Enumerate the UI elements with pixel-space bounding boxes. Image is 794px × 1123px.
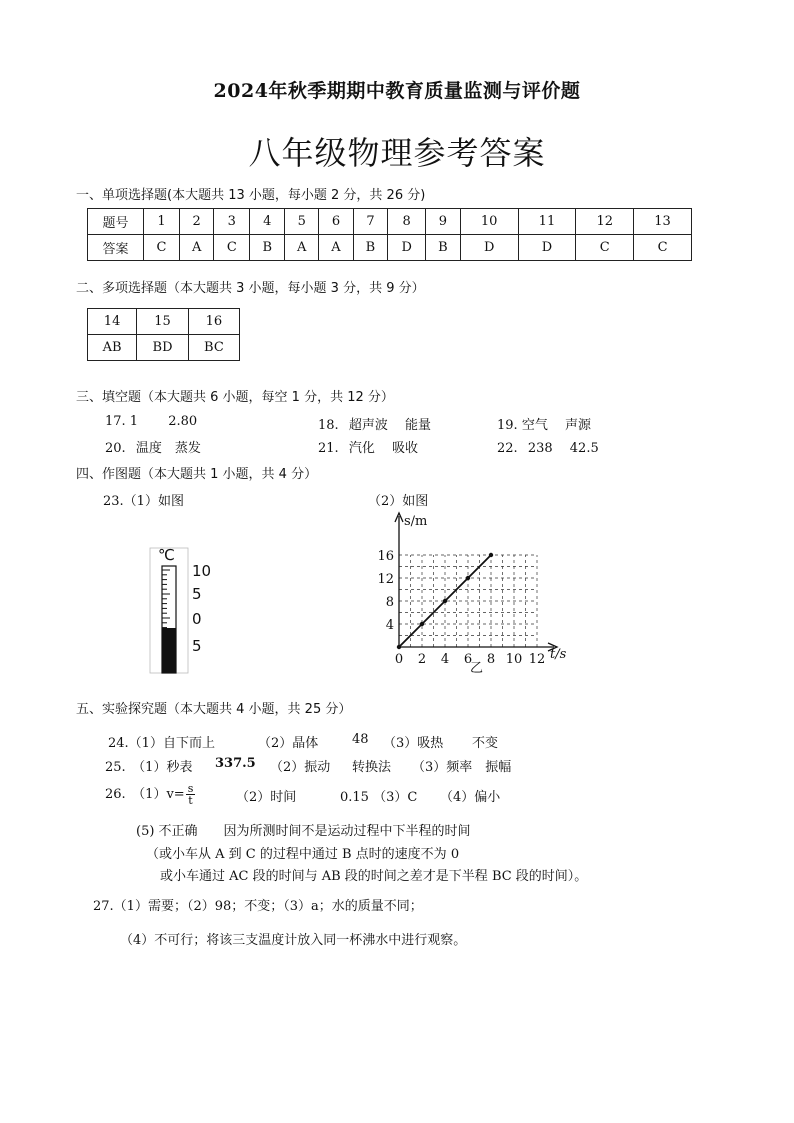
fraction-numerator: s [187, 782, 194, 795]
q26-part3: 0.15 （3）C [340, 790, 418, 805]
q26-part5-alt1: （或小车从 A 到 C 的过程中通过 B 点时的速度不为 0 [146, 847, 460, 862]
x-tick-label: 4 [440, 652, 450, 667]
answer-cell: A [180, 235, 214, 261]
item-number: 20. [105, 441, 126, 456]
answer-cell: B [353, 235, 388, 261]
answer-cell: C [634, 235, 692, 261]
answer-cell: B [250, 235, 285, 261]
section1-answer-row [88, 235, 692, 261]
q25-part2-value: 转换法 [352, 760, 392, 775]
q24-part2-value: 48 [352, 732, 369, 747]
item-answer: 空气 声源 [521, 418, 591, 433]
x-tick-label: 0 [394, 652, 404, 667]
x-tick-label: 2 [417, 652, 427, 667]
answer-cell: C [214, 235, 250, 261]
data-point [489, 553, 493, 557]
section5-heading: 五、实验探究题（本大题共 4 小题，共 25 分） [76, 702, 352, 717]
fraction-denominator: t [188, 794, 193, 807]
fill-item-20 [105, 437, 201, 456]
s-t-graph [372, 508, 582, 676]
q27-line1: 27.（1）需要；（2）98；不变；（3）a；水的质量不同； [93, 899, 423, 914]
q23-part2-label: （2）如图 [368, 494, 429, 509]
question-number: 16 [188, 309, 239, 335]
item-answer: 2.80 [168, 414, 198, 429]
data-point [466, 576, 470, 580]
scale-label: 10 [192, 562, 212, 580]
q27-line2: （4）不可行；将该三支温度计放入同一杯沸水中进行观察。 [120, 933, 467, 948]
section1-number-row [88, 209, 692, 235]
data-point [397, 645, 401, 649]
x-tick-label: 6 [463, 652, 473, 667]
answer-cell: AB [88, 335, 137, 361]
answer-cell: D [518, 235, 576, 261]
q24-part2: （2）晶体 [258, 736, 319, 751]
answer-cell: BC [188, 335, 239, 361]
item-answer: 超声波 能量 [348, 418, 431, 433]
item-number: 17. 1 [105, 414, 139, 429]
fill-item-19 [497, 414, 591, 433]
fill-item-17 [105, 414, 197, 429]
answer-cell: C [576, 235, 634, 261]
q26-part2: （2）时间 [236, 790, 297, 805]
y-axis-label: s/m [404, 514, 428, 529]
q26-part1 [105, 783, 195, 806]
question-number: 11 [518, 209, 576, 235]
fill-item-18 [318, 414, 431, 433]
question-number: 10 [460, 209, 518, 235]
row-label: 题号 [88, 209, 144, 235]
y-tick-label: 16 [377, 549, 394, 564]
question-number: 9 [426, 209, 461, 235]
grid [399, 555, 537, 647]
q26-part5-alt2: 或小车通过 AC 段的时间与 AB 段的时间之差才是下半程 BC 段的时间）。 [160, 869, 588, 884]
item-number: 18. [318, 418, 339, 433]
section2-number-row [88, 309, 240, 335]
question-number: 1 [144, 209, 180, 235]
item-number: 22. [497, 441, 518, 456]
q26-part4: （4）偏小 [440, 790, 501, 805]
question-number: 4 [250, 209, 285, 235]
section1-table [87, 208, 692, 261]
y-tick-label: 4 [385, 618, 394, 633]
question-number: 6 [319, 209, 353, 235]
q26-fraction [186, 783, 196, 806]
section2-table [87, 308, 240, 361]
scale-label: 5 [192, 585, 202, 603]
exam-title: 2024年秋季期期中教育质量监测与评价题 [213, 80, 581, 102]
q24-part3: （3）吸热 [383, 736, 444, 751]
question-number: 5 [285, 209, 319, 235]
question-number: 14 [88, 309, 137, 335]
item-answer: 汽化 吸收 [348, 441, 418, 456]
x-tick-label: 8 [486, 652, 496, 667]
answer-cell: D [388, 235, 426, 261]
item-answer: 238 42.5 [527, 441, 599, 456]
section3-heading: 三、填空题（本大题共 6 小题，每空 1 分，共 12 分） [76, 390, 394, 405]
data-point [443, 599, 447, 603]
fill-item-21 [318, 437, 418, 456]
q26-formula-prefix: 26. （1）v= [105, 787, 185, 802]
x-axis-label: t/s [550, 647, 567, 662]
section2-heading: 二、多项选择题（本大题共 3 小题，每小题 3 分，共 9 分） [76, 281, 425, 296]
item-number: 19. [497, 418, 518, 433]
question-number: 2 [180, 209, 214, 235]
answer-cell: B [426, 235, 461, 261]
question-number: 7 [353, 209, 388, 235]
question-number: 13 [634, 209, 692, 235]
axes [395, 513, 557, 651]
row-label: 答案 [88, 235, 144, 261]
q26-part5: (5) 不正确 因为所测时间不是运动过程中下半程的时间 [136, 824, 471, 839]
scale-label: 5 [192, 637, 202, 655]
answer-cell: A [285, 235, 319, 261]
answer-key-title: 八年级物理参考答案 [248, 134, 546, 172]
q24-part3-value: 不变 [472, 736, 499, 751]
graph-caption: 乙 [470, 661, 484, 676]
answer-cell: A [319, 235, 353, 261]
answer-cell: C [144, 235, 180, 261]
data-point [420, 622, 424, 626]
answer-cell: D [460, 235, 518, 261]
q25-part1-value: 337.5 [215, 756, 256, 771]
x-tick-label: 10 [505, 652, 523, 667]
section1-heading: 一、单项选择题(本大题共 13 小题，每小题 2 分，共 26 分) [76, 188, 426, 203]
q25-part3: （3）频率 振幅 [412, 760, 512, 775]
thermometer-figure [140, 540, 220, 675]
question-number: 12 [576, 209, 634, 235]
q24-part1: 24.（1）自下而上 [108, 736, 215, 751]
unit-label: ℃ [158, 546, 175, 564]
q25-part2: （2）振动 [270, 760, 331, 775]
x-tick-label: 12 [528, 652, 546, 667]
fill-item-22 [497, 437, 599, 456]
liquid-column [162, 628, 176, 673]
answer-cell: BD [137, 335, 189, 361]
y-tick-label: 12 [377, 572, 394, 587]
item-number: 21. [318, 441, 339, 456]
y-tick-label: 8 [385, 595, 394, 610]
question-number: 15 [137, 309, 189, 335]
question-number: 3 [214, 209, 250, 235]
q23-part1-label: 23.（1）如图 [103, 494, 184, 509]
question-number: 8 [388, 209, 426, 235]
scale-label: 0 [192, 610, 202, 628]
section2-answer-row [88, 335, 240, 361]
section4-heading: 四、作图题（本大题共 1 小题，共 4 分） [76, 467, 318, 482]
q25-part1: 25. （1）秒表 [105, 760, 193, 775]
item-answer: 温度 蒸发 [135, 441, 201, 456]
